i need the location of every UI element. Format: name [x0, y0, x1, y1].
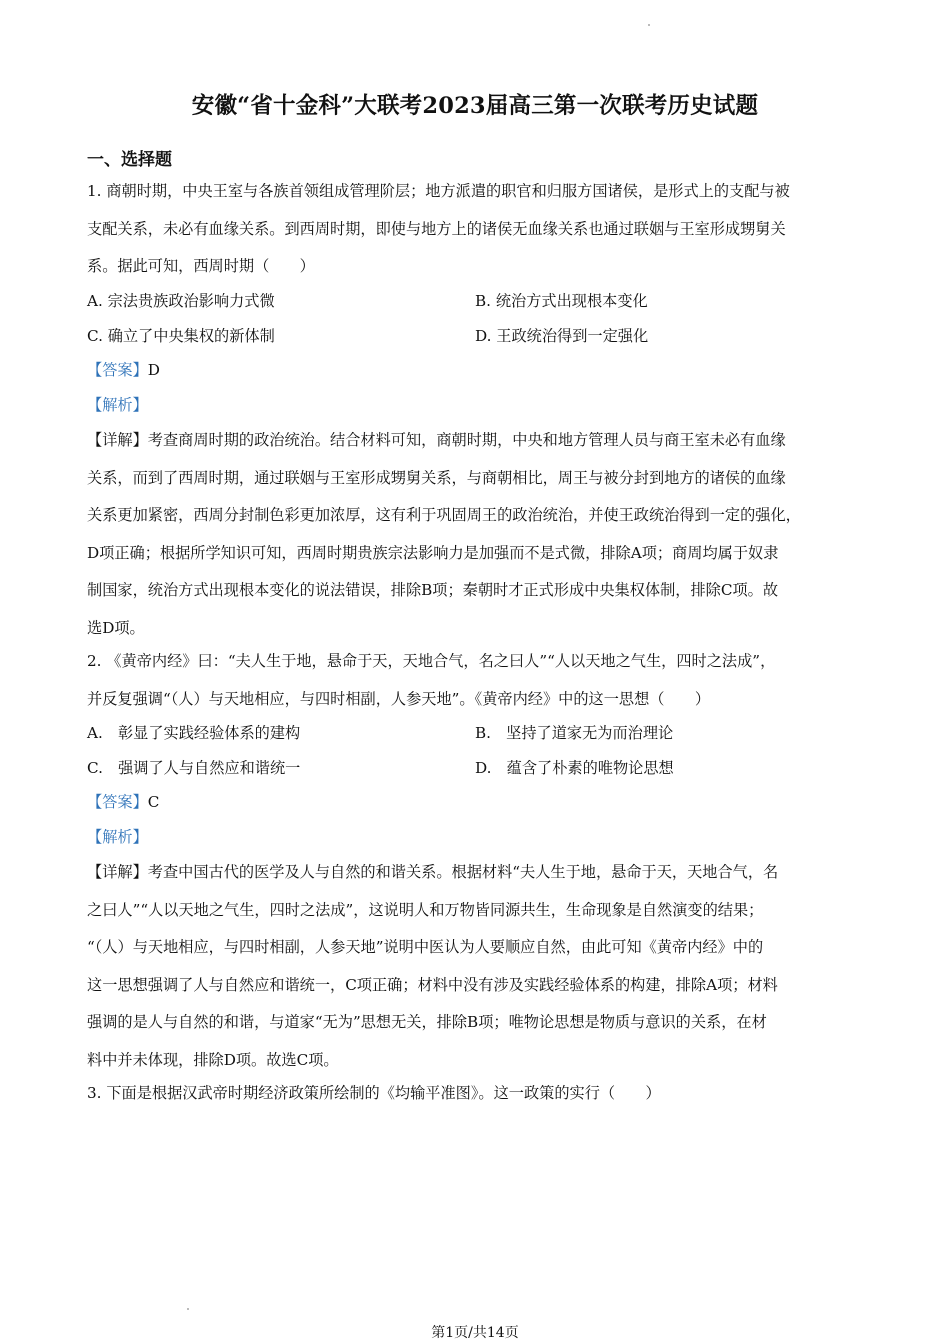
option-d: D. 王政统治得到一定强化: [475, 327, 649, 345]
question-2-stem: [87, 643, 867, 718]
answer-value: D: [147, 361, 160, 379]
option-b: B. 坚持了道家无为而治理论: [475, 724, 674, 742]
option-c: C. 强调了人与自然应和谐统一: [87, 759, 301, 777]
answer-tag: 【答案】: [87, 793, 148, 811]
analysis-tag: 【解析】: [87, 828, 148, 846]
question-2-line: 2. 《黄帝内经》曰：“夫人生于地，悬命于天，天地合气，名之曰人”“人以天地之气生，四时之法成”，: [87, 652, 776, 670]
option-b: B. 统治方式出现根本变化: [475, 292, 648, 310]
detail-tag: 【详解】: [87, 863, 148, 881]
detail-line: D项正确；根据所学知识可知，西周时期贵族宗法影响力是加强而不是式微，排除A项；商周均属于奴隶: [87, 543, 779, 562]
question-2-answer: [87, 784, 867, 822]
question-1-line: 系。据此可知，西周时期（ ）: [87, 257, 315, 275]
detail-line: 关系更加紧密，西周分封制色彩更加浓厚，这有利于巩固周王的政治统治，并使王政统治得到一定的强化，: [87, 506, 801, 524]
answer-tag: 【答案】: [87, 361, 148, 379]
question-1-line: 支配关系，未必有血缘关系。到西周时期，即使与地方上的诸侯无血缘关系也通过联姻与王室形成甥舅关: [87, 219, 786, 238]
question-1-line: 1. 商朝时期，中央王室与各族首领组成管理阶层；地方派遣的职官和归服方国诸侯，是形式上的支配与被: [87, 182, 790, 200]
answer-value: C: [147, 793, 160, 811]
question-1-answer: [87, 352, 867, 390]
detail-line: “（人）与天地相应，与四时相副，人参天地”说明中医认为人要顺应自然，由此可知《黄帝内经》中的: [87, 938, 764, 956]
question-3-stem: [87, 1075, 867, 1113]
option-a: A. 宗法贵族政治影响力式微: [87, 292, 275, 310]
page-speck: [187, 1308, 189, 1310]
section-heading: 一、选择题: [87, 150, 172, 170]
detail-line: 制国家，统治方式出现根本变化的说法错误，排除B项；秦朝时才正式形成中央集权体制，排除C项。故: [87, 581, 779, 599]
question-1-stem: [87, 173, 867, 286]
detail-line: 料中并未体现，排除D项。故选C项。: [87, 1050, 339, 1069]
page-speck: [648, 24, 650, 26]
detail-line: 这一思想强调了人与自然应和谐统一，C项正确；材料中没有涉及实践经验体系的构建，排除A项；材料: [87, 975, 778, 994]
option-a: A. 彰显了实践经验体系的建构: [87, 724, 301, 742]
question-2-detail: [87, 854, 867, 1079]
question-2-line: 并反复强调“（人）与天地相应，与四时相副，人参天地”。《黄帝内经》中的这一思想（ ）: [87, 689, 711, 708]
detail-tag: 【详解】: [87, 431, 148, 449]
page-title: 安徽“省十金科”大联考2023届高三第一次联考历史试题: [191, 93, 759, 119]
detail-line: 之曰人”“人以天地之气生，四时之法成”，这说明人和万物皆同源共生，生命现象是自然演变的结果；: [87, 900, 764, 919]
question-2-analysis: [87, 819, 867, 857]
detail-line: 考查商周时期的政治统治。结合材料可知，商朝时期，中央和地方管理人员与商王室未必有血缘: [147, 431, 786, 449]
detail-line: 考查中国古代的医学及人与自然的和谐关系。根据材料“夫人生于地，悬命于天，天地合气，名: [147, 863, 779, 881]
analysis-tag: 【解析】: [87, 396, 148, 414]
detail-line: 强调的是人与自然的和谐，与道家“无为”思想无关，排除B项；唯物论思想是物质与意识的关系，在材: [87, 1013, 767, 1031]
option-c: C. 确立了中央集权的新体制: [87, 327, 275, 345]
page-footer: 第1页/共14页: [431, 1325, 519, 1341]
question-1-detail: [87, 422, 867, 647]
detail-line: 选D项。: [87, 618, 145, 637]
detail-line: 关系，而到了西周时期，通过联姻与王室形成甥舅关系，与商朝相比，周王与被分封到地方的诸侯的血缘: [87, 468, 786, 487]
question-1-analysis: [87, 387, 867, 425]
option-d: D. 蕴含了朴素的唯物论思想: [475, 759, 674, 777]
question-3-line: 3. 下面是根据汉武帝时期经济政策所绘制的《均输平准图》。这一政策的实行（ ）: [87, 1084, 661, 1102]
